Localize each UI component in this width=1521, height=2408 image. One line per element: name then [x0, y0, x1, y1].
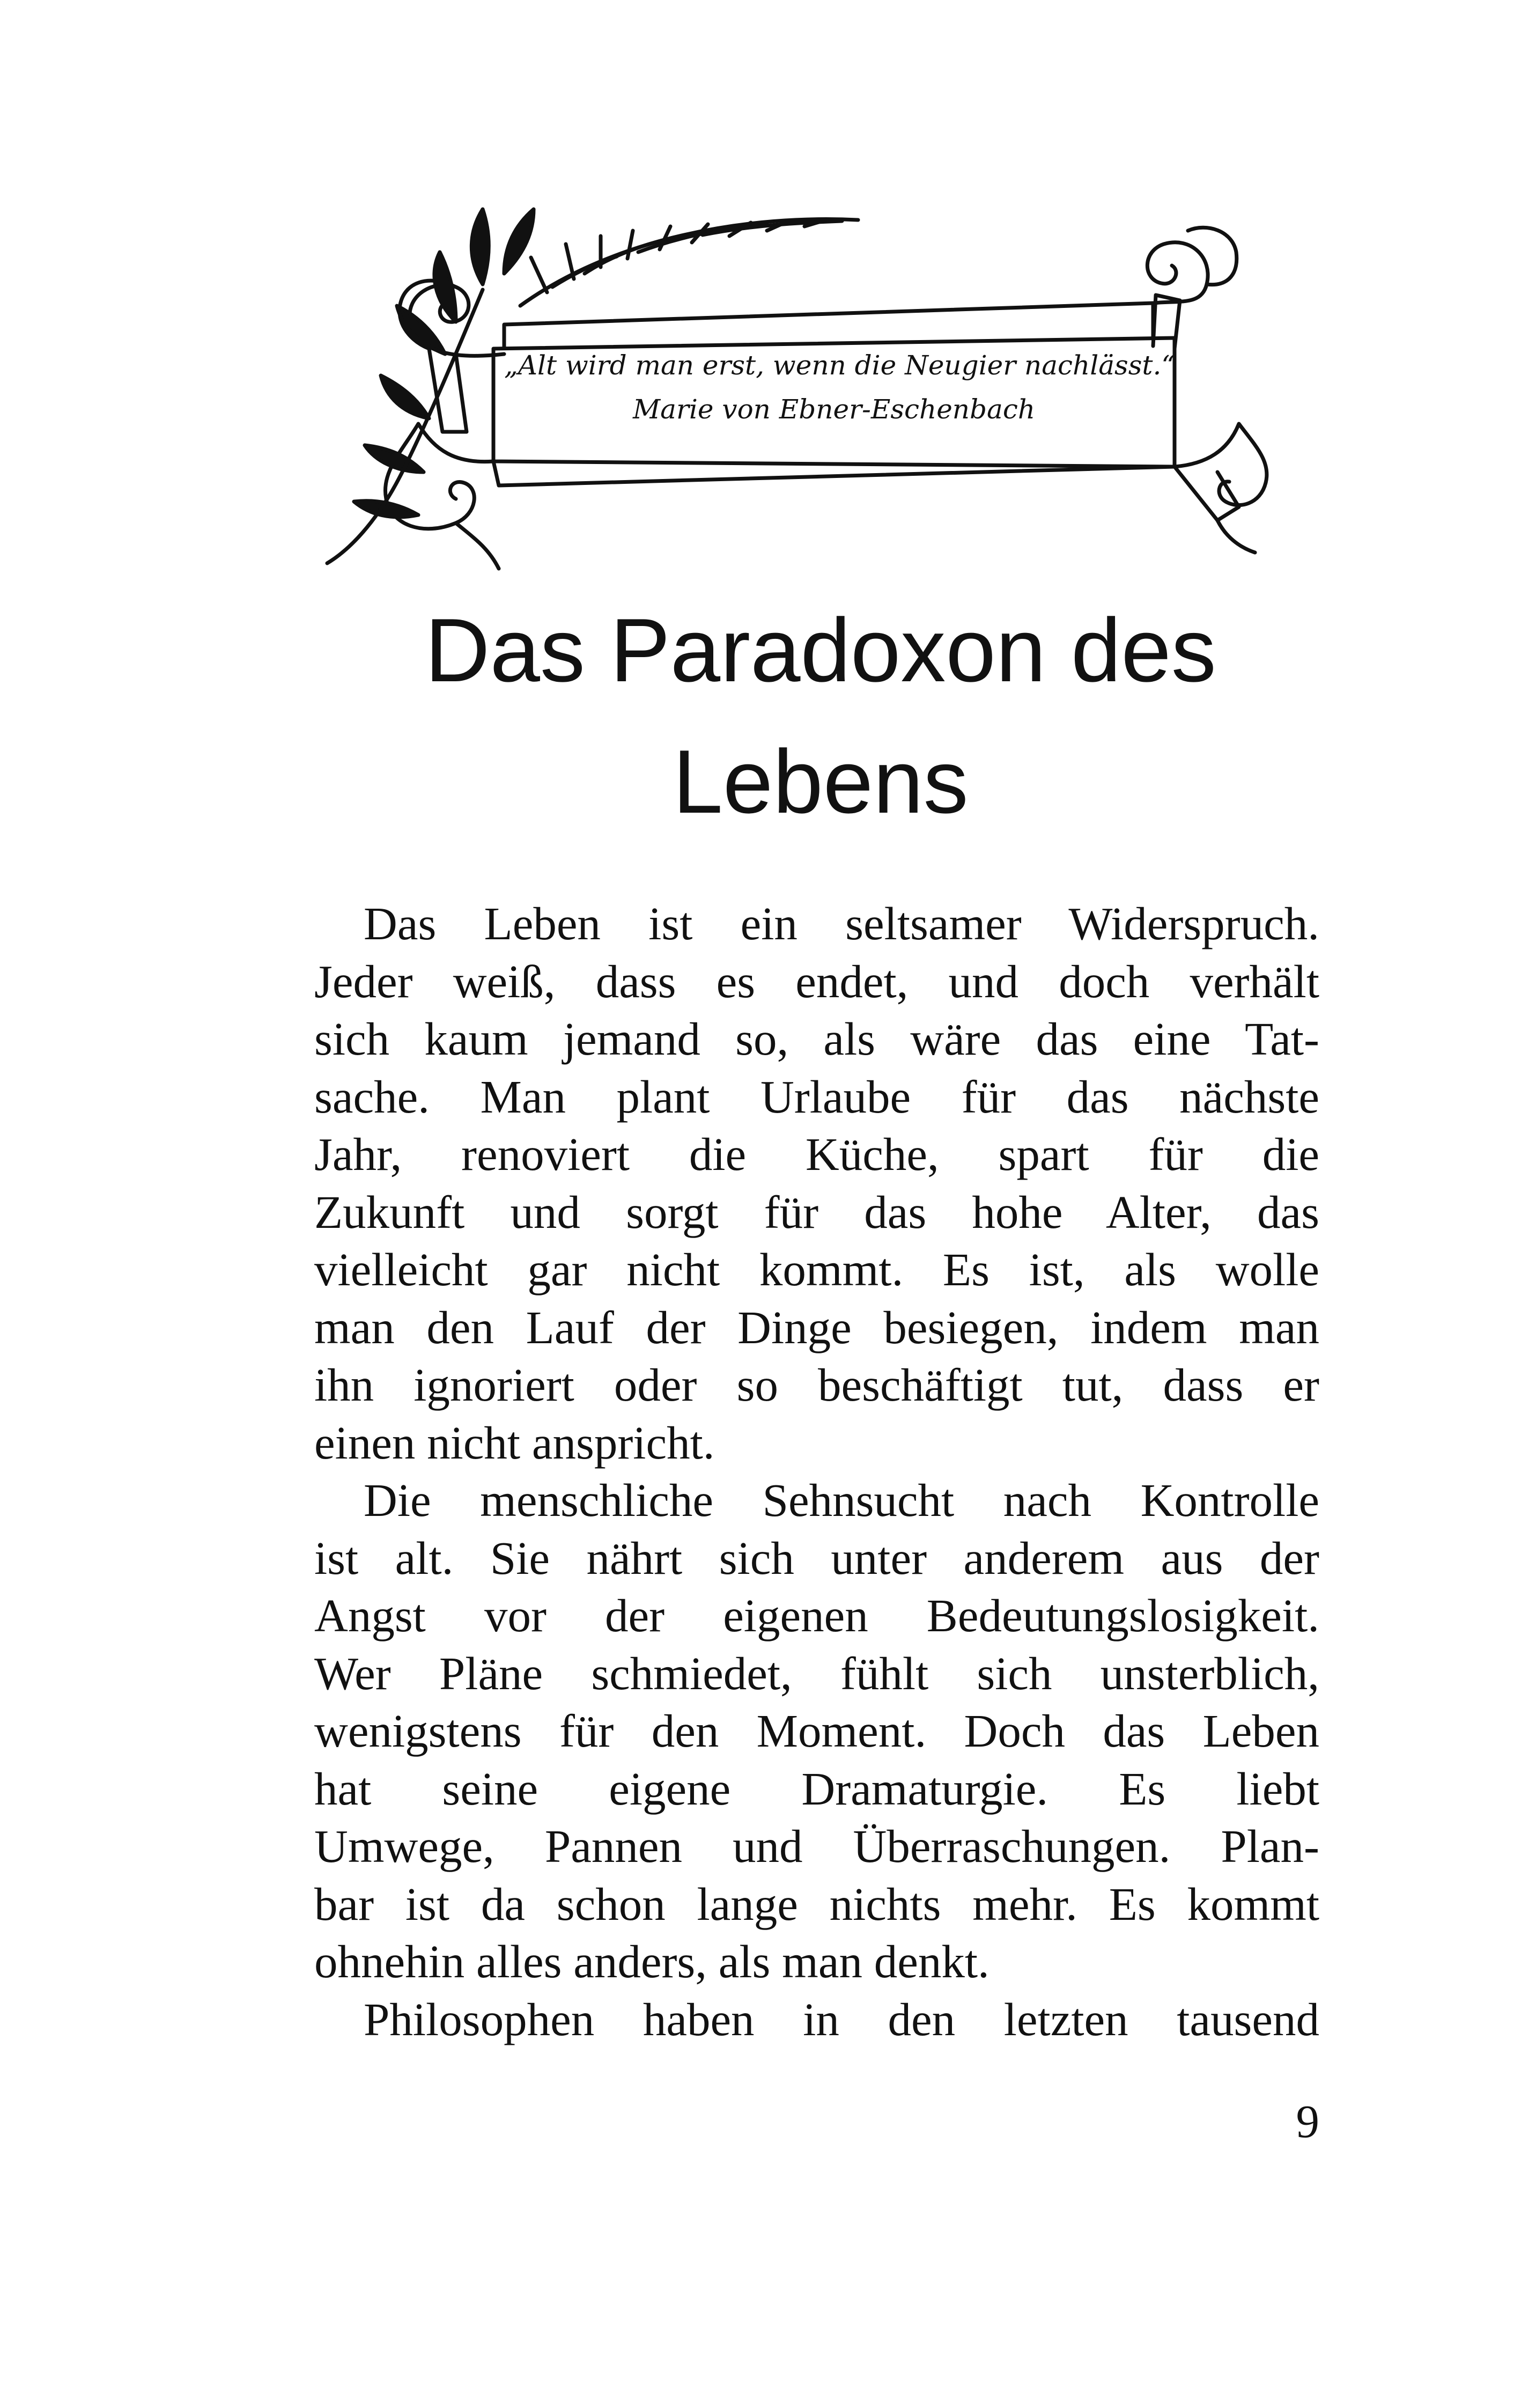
chapter-title-line-2: Lebens [673, 731, 969, 832]
body-text [314, 895, 1319, 2048]
page-number: 9 [1296, 2095, 1319, 2147]
text-line: ist alt. Sie nährt sich unter anderem aus der [314, 1531, 1319, 1584]
epigraph-author: Marie von Ebner-Eschenbach [632, 394, 1036, 425]
text-line: vielleicht gar nicht kommt. Es ist, als wolle [314, 1243, 1319, 1295]
text-line: wenigstens für den Moment. Doch das Leben [314, 1705, 1319, 1757]
text-line: Jahr, renoviert die Küche, spart für die [314, 1128, 1319, 1180]
text-line: ihn ignoriert oder so beschäftigt tut, dass er [314, 1359, 1319, 1411]
chapter-title [300, 585, 1341, 848]
text-line: ohnehin alles anders, als man denkt. [314, 1935, 990, 1987]
text-line: man den Lauf der Dinge besiegen, indem man [314, 1301, 1319, 1353]
text-line: Jeder weiß, dass es endet, und doch verhält [314, 955, 1319, 1007]
epigraph-quote: „Alt wird man erst, wenn die Neugier nachlässt.“ [504, 350, 1175, 381]
text-line: Umwege, Pannen und Überraschungen. Plan- [314, 1820, 1319, 1872]
text-line: Die menschliche Sehnsucht nach Kontrolle [364, 1474, 1319, 1526]
text-line: hat seine eigene Dramaturgie. Es liebt [314, 1762, 1319, 1815]
text-line: Philosophen haben in den letzten tausend [364, 1993, 1319, 2045]
text-line: einen nicht anspricht. [314, 1416, 715, 1469]
text-line: Das Leben ist ein seltsamer Widerspruch. [364, 897, 1319, 949]
text-line: Zukunft und sorgt für das hohe Alter, das [314, 1185, 1319, 1238]
text-line: Wer Pläne schmiedet, fühlt sich unsterblich, [314, 1647, 1319, 1699]
epigraph [504, 343, 1175, 431]
chapter-title-line-1: Das Paradoxon des [425, 600, 1216, 701]
text-line: sache. Man plant Urlaube für das nächste [314, 1070, 1319, 1123]
text-line: bar ist da schon lange nichts mehr. Es kommt [314, 1877, 1319, 1930]
text-line: sich kaum jemand so, als wäre das eine Tat- [314, 1013, 1319, 1065]
text-line: Angst vor der eigenen Bedeutungslosigkeit. [314, 1589, 1319, 1641]
